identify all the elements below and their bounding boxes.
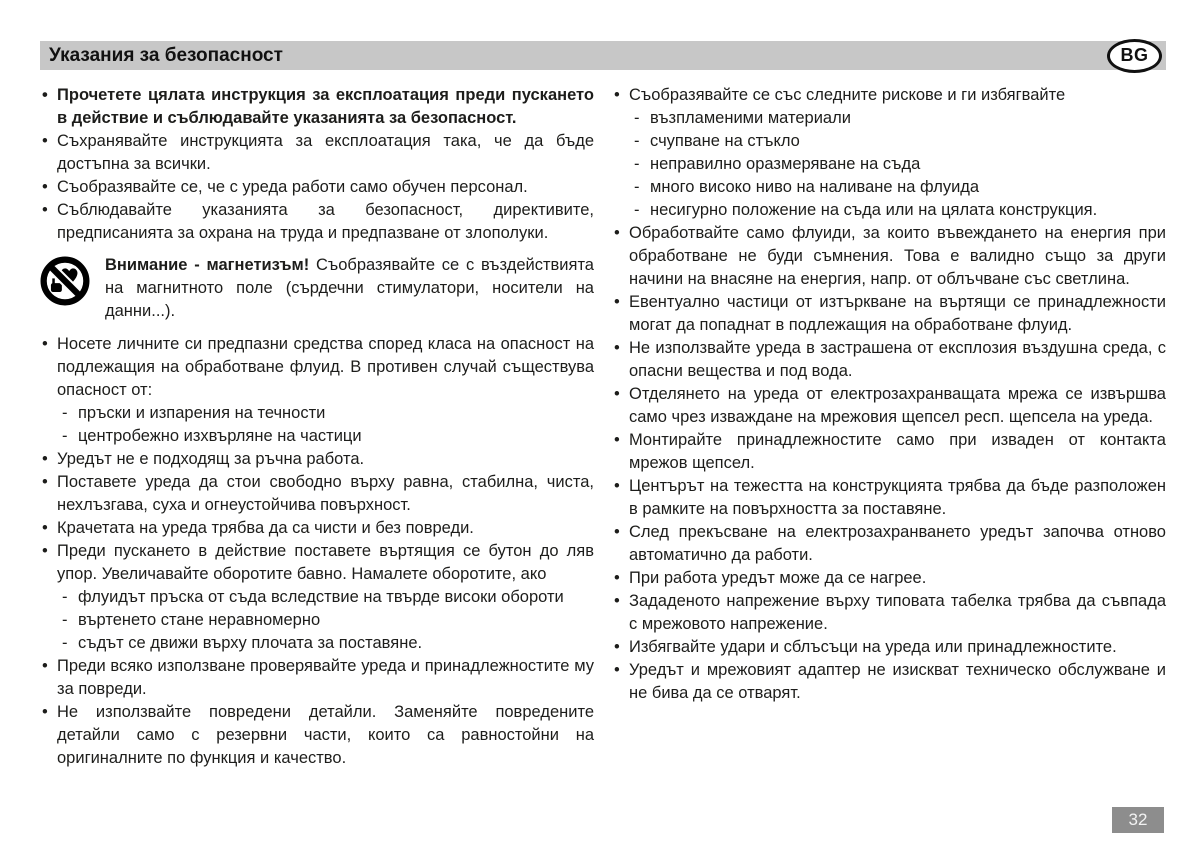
bullet-marker: • [42, 519, 48, 537]
warning-title: Внимание - магнетизъм! [105, 256, 310, 274]
safety-bullet-item [612, 636, 1166, 659]
bullet-text: Избягвайте удари и сблъсъци на уреда или принадлежностите. [629, 638, 1117, 656]
section-header-bar [40, 41, 1166, 70]
bullet-text: Носете личните си предпазни средства според класа на опасност на подлежащия на обработване флуид. В противен случай съществува опасност от: [57, 335, 594, 399]
safety-bullet-item [612, 383, 1166, 429]
bullet-marker: • [614, 224, 620, 242]
bullet-text: Монтирайте принадлежностите само при изваден от контакта мрежов щепсел. [629, 431, 1166, 472]
page-title: Указания за безопасност [49, 45, 283, 66]
safety-bullet-item [40, 333, 594, 448]
bullet-marker: • [42, 657, 48, 675]
safety-bullet-item [40, 701, 594, 770]
dash-marker: - [634, 109, 640, 127]
sub-item-text: счупване на стъкло [650, 132, 800, 150]
bullet-marker: • [42, 473, 48, 491]
safety-bullet-item [40, 471, 594, 517]
dash-marker: - [62, 634, 68, 652]
safety-bullet-item [40, 199, 594, 245]
sub-item-text: много високо ниво на наливане на флуида [650, 178, 980, 196]
bullet-text: Преди пускането в действие поставете въртящия се бутон до ляв упор. Увеличавайте оборотите бавно. Намалете оборотите, ако [57, 542, 594, 583]
bullet-marker: • [42, 703, 48, 721]
bullet-marker: • [42, 542, 48, 560]
dash-marker: - [634, 155, 640, 173]
bullet-marker: • [614, 339, 620, 357]
sub-item [57, 586, 594, 609]
safety-bullet-item [40, 176, 594, 199]
sub-item [629, 130, 1166, 153]
bullet-text: Преди всяко използване проверявайте уреда и принадлежностите му за повреди. [57, 657, 594, 698]
bullet-marker: • [614, 293, 620, 311]
bullet-marker: • [614, 592, 620, 610]
bullet-marker: • [42, 335, 48, 353]
sub-item [629, 176, 1166, 199]
bullet-text: Центърът на тежестта на конструкцията трябва да бъде разположен в рамките на повърхността за поставяне. [629, 477, 1166, 518]
bullet-marker: • [42, 86, 48, 104]
bullet-text: Отделянето на уреда от електрозахранващата мрежа се извършва само чрез изваждане на мрежовия щепсел респ. щепсела на уреда. [629, 385, 1166, 426]
bullet-text: Обработвайте само флуиди, за които въвеждането на енергия при обработване не буди съмнения. Това е валидно също за други начини на внасяне на енергия, напр. от облъчване със светлина. [629, 224, 1166, 288]
dash-marker: - [62, 427, 68, 445]
bullet-text: Евентуално частици от изтъркване на въртящи се принадлежности могат да попаднат в подлежащия на обработване флуид. [629, 293, 1166, 334]
dash-marker: - [62, 611, 68, 629]
safety-bullet-item [40, 130, 594, 176]
bullet-text: Не използвайте повредени детайли. Заменяйте повредените детайли само с резервни части, които са равностойни на оригиналните по функция и качество. [57, 703, 594, 767]
bullet-text: Съхранявайте инструкцията за експлоатация така, че да бъде достъпна за всички. [57, 132, 594, 173]
safety-bullet-item [40, 540, 594, 655]
sub-item-text: пръски и изпарения на течности [78, 404, 326, 422]
safety-bullet-item [612, 222, 1166, 291]
bullet-text: След прекъсване на електрозахранването уредът започва отново автоматично да работи. [629, 523, 1166, 564]
safety-bullet-item [612, 521, 1166, 567]
warning-body: Съобразявайте се с въздействията на магнитното поле (сърдечни стимулатори, носители на данни...). [105, 256, 594, 320]
bullet-text: Съобразявайте се със следните рискове и ги избягвайте [629, 86, 1066, 104]
bullet-marker: • [42, 178, 48, 196]
safety-bullet-item [612, 429, 1166, 475]
safety-bullet-item [40, 448, 594, 471]
bullet-text: Прочетете цялата инструкция за експлоатация преди пускането в действие и съблюдавайте указанията за безопасност. [57, 86, 594, 127]
bullet-text: Съблюдавайте указанията за безопасност, директивите, предписанията за охрана на труда и предпазване от злополуки. [57, 201, 594, 242]
dash-marker: - [634, 132, 640, 150]
bullet-marker: • [614, 638, 620, 656]
sub-item-text: съдът се движи върху плочата за поставяне. [78, 634, 423, 652]
safety-bullet-item [40, 655, 594, 701]
bullet-marker: • [614, 86, 620, 104]
dash-marker: - [634, 201, 640, 219]
safety-bullet-item [612, 84, 1166, 222]
safety-bullet-item [40, 84, 594, 130]
sub-item [57, 609, 594, 632]
sub-item-text: флуидът пръска от съда вследствие на твърде високи обороти [78, 588, 564, 606]
sub-item [57, 632, 594, 655]
bullet-text: Крачетата на уреда трябва да са чисти и без повреди. [57, 519, 474, 537]
language-badge: BG [1107, 39, 1162, 73]
page-number: 32 [1112, 807, 1164, 833]
bullet-marker: • [614, 523, 620, 541]
bullet-marker: • [42, 450, 48, 468]
bullet-text: Уредът и мрежовият адаптер не изискват техническо обслужване и не бива да се отварят. [629, 661, 1166, 702]
no-pacemaker-icon [40, 256, 90, 306]
dash-marker: - [62, 588, 68, 606]
bullet-marker: • [614, 569, 620, 587]
bullet-marker: • [614, 431, 620, 449]
bullet-text: При работа уредът може да се нагрее. [629, 569, 927, 587]
bullet-text: Съобразявайте се, че с уреда работи само обучен персонал. [57, 178, 528, 196]
sub-item [57, 402, 594, 425]
safety-bullet-item [612, 567, 1166, 590]
bullet-marker: • [42, 201, 48, 219]
sub-item-text: неправилно оразмеряване на съда [650, 155, 921, 173]
safety-bullet-item [612, 291, 1166, 337]
bullet-text: Зададеното напрежение върху типовата табелка трябва да съвпада с мрежовото напрежение. [629, 592, 1166, 633]
sub-item [629, 153, 1166, 176]
sub-item [57, 425, 594, 448]
bullet-text: Уредът не е подходящ за ръчна работа. [57, 450, 365, 468]
bullet-marker: • [614, 385, 620, 403]
dash-marker: - [62, 404, 68, 422]
safety-bullet-item [612, 475, 1166, 521]
magnetism-warning [40, 254, 594, 323]
sub-item-text: центробежно изхвърляне на частици [78, 427, 362, 445]
warning-text [105, 254, 594, 323]
safety-bullet-item [40, 517, 594, 540]
sub-item [629, 199, 1166, 222]
safety-bullet-item [612, 337, 1166, 383]
bullet-marker: • [614, 477, 620, 495]
bullet-marker: • [614, 661, 620, 679]
sub-item [629, 107, 1166, 130]
dash-marker: - [634, 178, 640, 196]
right-column [612, 84, 1166, 770]
safety-bullet-item [612, 590, 1166, 636]
sub-item-text: въртенето стане неравномерно [78, 611, 321, 629]
sub-item-text: несигурно положение на съда или на цялата конструкция. [650, 201, 1098, 219]
bullet-text: Поставете уреда да стои свободно върху равна, стабилна, чиста, нехлъзгава, суха и огнеустойчива повърхност. [57, 473, 594, 514]
two-column-body [40, 84, 1166, 770]
left-column [40, 84, 594, 770]
bullet-marker: • [42, 132, 48, 150]
safety-bullet-item [612, 659, 1166, 705]
bullet-text: Не използвайте уреда в застрашена от експлозия въздушна среда, с опасни вещества и под вода. [629, 339, 1166, 380]
sub-item-text: възпламеними материали [650, 109, 851, 127]
